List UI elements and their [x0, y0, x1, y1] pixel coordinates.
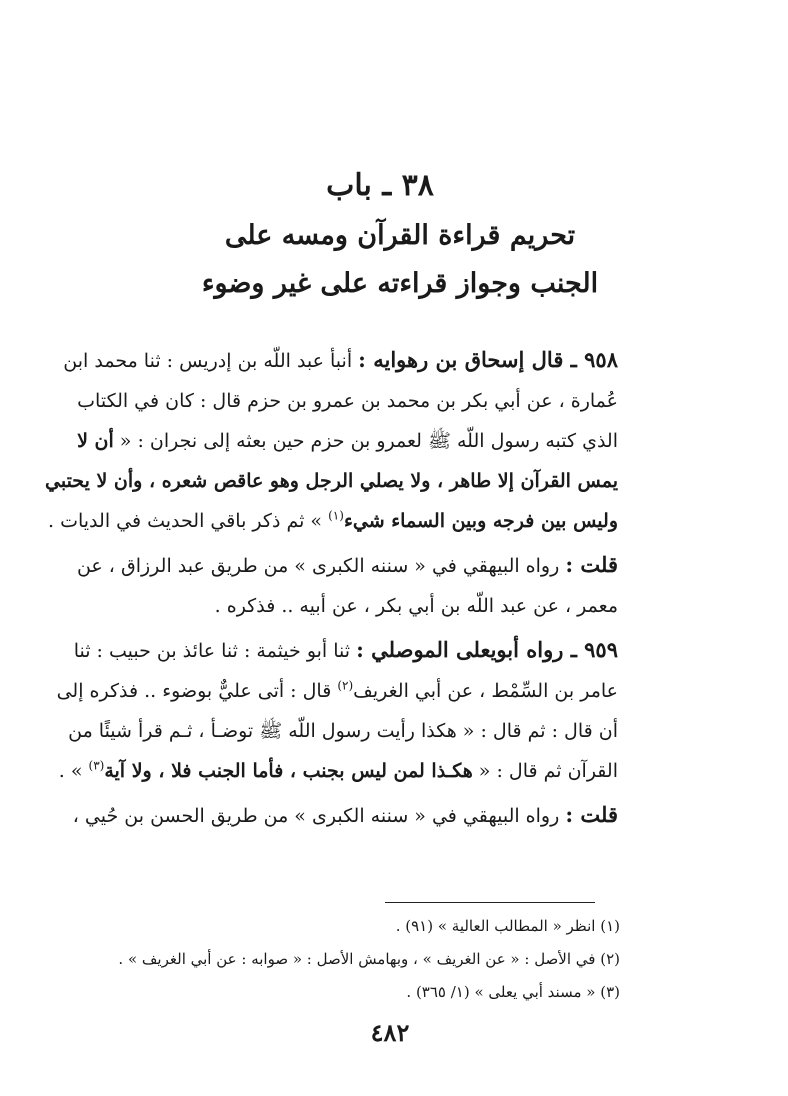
comment-958 — [38, 545, 618, 626]
comment-958-text: رواه البيهقي في « سننه الكبرى » من طريق عبد الرزاق ، عن معمر ، عن عبد اللّه بن أبي بكر ، عن أبيه .. فذكره . — [76, 555, 618, 617]
footnote-separator — [385, 902, 595, 903]
footnote-marker-1: (١) — [328, 508, 344, 523]
footnote-marker-3: (٣) — [88, 758, 105, 773]
chapter-number: ٣٨ ـ باب — [326, 168, 434, 203]
hadith-958-matn: أن لا يمس القرآن إلا طاهر ، ولا يصلي الرجل وهو عاقص شعره ، وأن لا يحتبي وليس بين فرجه وبين السماء شيء — [45, 430, 618, 532]
hadith-958-lead: ٩٥٨ ـ قال إسحاق بن رهوايه : — [358, 347, 618, 372]
footnote-2: (٢) في الأصل : « عن الغريف » ، وبهامش الأصل : « صوابه : عن أبي الغريف » . — [118, 950, 620, 968]
hadith-958-isnad: أنبأ عبد اللّه بن إدريس : ثنا محمد ابن عُمارة ، عن أبي بكر بن محمد بن عمرو بن حزم قال : كان في الكتاب الذي كتبه رسول اللّه ﷺ لعمرو بن حزم حين بعثه إلى نجران : « — [63, 350, 618, 452]
footnote-marker-2: (٢) — [337, 678, 354, 693]
comment-959 — [38, 795, 618, 836]
hadith-959 — [38, 630, 618, 791]
hadith-959-matn: هكـذا لمن ليس بجنب ، فأما الجنب فلا ، ولا آية — [104, 760, 473, 782]
comment-959-text: رواه البيهقي في « سننه الكبرى » من طريق الحسن بن حُيي ، — [72, 805, 560, 827]
comment-958-lead: قلت : — [565, 552, 618, 577]
chapter-title-line-1: تحريم قراءة القرآن ومسه على — [224, 220, 576, 251]
footnote-3: (٣) « مسند أبي يعلى » (١/ ٣٦٥) . — [406, 983, 620, 1001]
hadith-959-lead: ٩٥٩ ـ رواه أبويعلى الموصلي : — [356, 637, 618, 662]
page-number: ٤٨٢ — [370, 1018, 410, 1047]
hadith-958-tail: » ثم ذكر باقي الحديث في الديات . — [48, 510, 323, 532]
body-text — [38, 340, 618, 836]
comment-959-lead: قلت : — [565, 802, 618, 827]
chapter-title-line-2: الجنب وجواز قراءته على غير وضوء — [201, 268, 599, 299]
hadith-959-narration: قال : أتى عليٌّ بوضوء .. فذكره إلى أن قال : ثم قال : « هكذا رأيت رسول اللّه ﷺ توضـأ ، ثـم قرأ شيئًا من القرآن ثم قال : « — [56, 680, 618, 782]
footnotes — [60, 910, 620, 1009]
hadith-958 — [38, 340, 618, 541]
footnote-1: (١) انظر « المطالب العالية » (٩١) . — [395, 917, 620, 935]
hadith-959-isnad: ثنا أبو خيثمة : ثنا عائذ بن حبيب : ثنا عامر بن السِّمْط ، عن أبي الغريف — [73, 640, 618, 702]
hadith-959-tail: » . — [58, 760, 83, 782]
